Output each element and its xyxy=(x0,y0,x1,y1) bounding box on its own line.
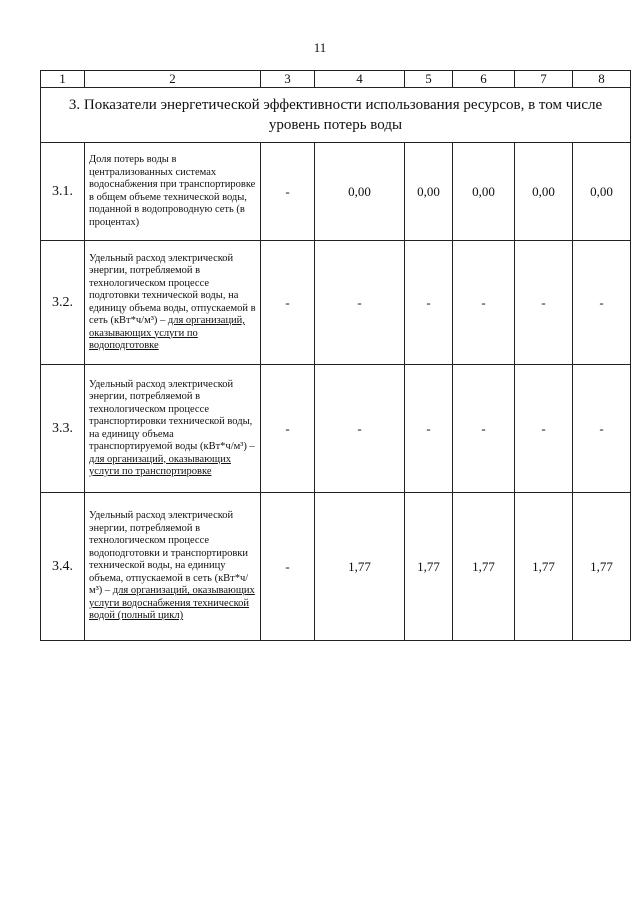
column-header: 7 xyxy=(515,71,573,88)
cell-value: - xyxy=(573,365,631,493)
cell-value: - xyxy=(261,241,315,365)
cell-value: 0,00 xyxy=(315,143,405,241)
table-row xyxy=(41,241,631,365)
row-number: 3.4. xyxy=(41,493,85,641)
column-header: 1 xyxy=(41,71,85,88)
cell-value: 0,00 xyxy=(573,143,631,241)
column-header: 6 xyxy=(453,71,515,88)
cell-value: - xyxy=(515,241,573,365)
column-header: 4 xyxy=(315,71,405,88)
description-text: Удельный расход электрической энергии, потребляемой в технологическом процессе транспортировки технической воды, на единицу объема транспортируемой воды (кВт*ч/м³) – xyxy=(89,378,255,452)
row-description xyxy=(85,143,261,241)
row-description xyxy=(85,493,261,641)
table-row xyxy=(41,493,631,641)
description-text: Доля потерь воды в централизованных системах водоснабжения при транспортировке в общем объеме технической воды, поданной в водопроводную сеть (в процентах) xyxy=(89,154,256,228)
cell-value: 1,77 xyxy=(515,493,573,641)
description-underlined-text: для организаций, оказывающих услуги водоснабжения технической водой (полный цикл) xyxy=(89,585,255,622)
description-text: Удельный расход электрической энергии, потребляемой в технологическом процессе водоподготовки и транспортировки технической воды, на единицу объема, отпускаемой в сеть (кВт*ч/м³) – xyxy=(89,510,249,597)
cell-value: - xyxy=(261,493,315,641)
cell-value: - xyxy=(515,365,573,493)
cell-value: - xyxy=(453,241,515,365)
cell-value: 1,77 xyxy=(453,493,515,641)
cell-value: 1,77 xyxy=(405,493,453,641)
cell-value: 1,77 xyxy=(315,493,405,641)
column-header: 3 xyxy=(261,71,315,88)
cell-value: 0,00 xyxy=(453,143,515,241)
cell-value: - xyxy=(405,365,453,493)
cell-value: - xyxy=(261,365,315,493)
row-number: 3.2. xyxy=(41,241,85,365)
indicators-table xyxy=(40,70,631,641)
description-underlined-text: для организаций, оказывающих услуги по водоподготовке xyxy=(89,315,245,351)
description-underlined-text: для организаций, оказывающих услуги по транспортировке xyxy=(89,453,231,477)
cell-value: - xyxy=(573,241,631,365)
cell-value: - xyxy=(315,241,405,365)
row-description xyxy=(85,241,261,365)
cell-value: 0,00 xyxy=(405,143,453,241)
column-header: 2 xyxy=(85,71,261,88)
section-title-row xyxy=(41,88,631,143)
table-row xyxy=(41,365,631,493)
description-text: Удельный расход электрической энергии, потребляемой в технологическом процессе подготовки технической воды, на единицу объема воды, отпускаемой в сеть (кВт*ч/м³) – xyxy=(89,252,256,326)
column-header: 5 xyxy=(405,71,453,88)
column-header: 8 xyxy=(573,71,631,88)
page-number: 11 xyxy=(313,40,327,55)
row-number: 3.1. xyxy=(41,143,85,241)
cell-value: - xyxy=(315,365,405,493)
cell-value: - xyxy=(261,143,315,241)
cell-value: - xyxy=(405,241,453,365)
cell-value: - xyxy=(453,365,515,493)
column-header-row xyxy=(41,71,631,88)
row-description xyxy=(85,365,261,493)
section-title: 3. Показатели энергетической эффективности использования ресурсов, в том числе уровень потерь воды xyxy=(41,88,631,143)
row-number: 3.3. xyxy=(41,365,85,493)
table-row xyxy=(41,143,631,241)
cell-value: 0,00 xyxy=(515,143,573,241)
cell-value: 1,77 xyxy=(573,493,631,641)
